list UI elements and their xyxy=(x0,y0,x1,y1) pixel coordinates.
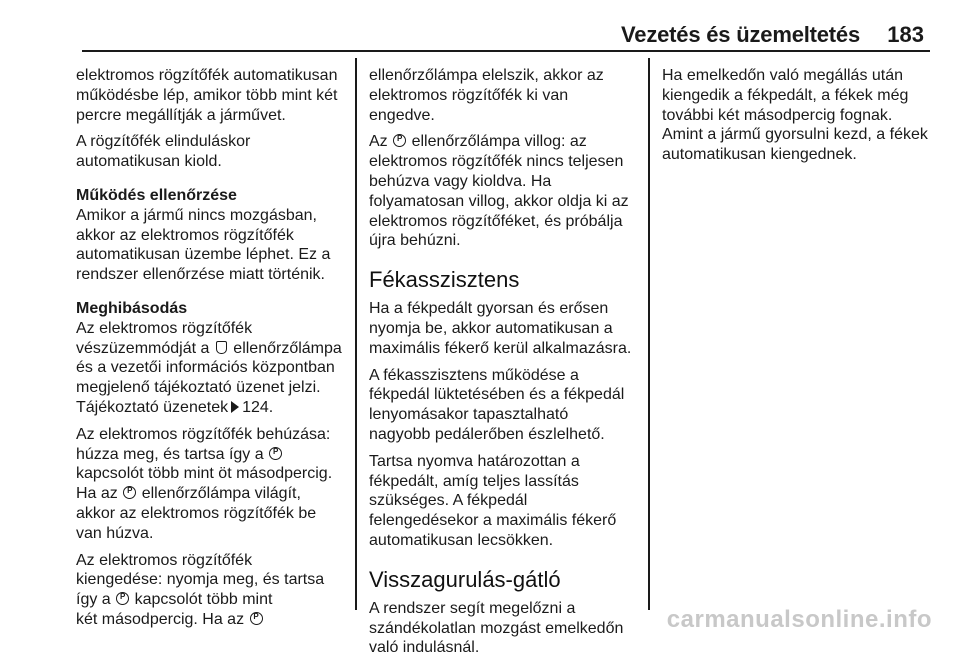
text-line: nagyobb pedálerőben észlelhető. xyxy=(369,425,605,443)
text-line: automatikusan kiold. xyxy=(76,153,222,171)
heading-brake-assist: Fékasszisztens xyxy=(369,267,520,293)
paragraph xyxy=(76,206,344,285)
text-line: és a vezetői információs központban xyxy=(76,359,335,377)
text-line: megjelenő tájékoztató üzenet jelzi. xyxy=(76,379,321,397)
text-line: fékpedál lüktetésében és a fékpedál xyxy=(369,386,625,404)
text-line: elektromos rögzítőfék nincs teljesen xyxy=(369,153,624,171)
text-line: kiengedése: nyomja meg, és tartsa xyxy=(76,571,325,589)
page-header xyxy=(82,0,930,48)
paragraph xyxy=(369,299,635,358)
text-line: Ha a fékpedált gyorsan és erősen xyxy=(369,300,609,318)
text-line: elektromos rögzítőfék automatikusan xyxy=(76,67,338,84)
paragraph xyxy=(76,319,344,418)
parking-brake-icon xyxy=(393,134,406,147)
paragraph xyxy=(369,132,635,251)
header-divider xyxy=(82,50,930,52)
paragraph xyxy=(76,132,344,172)
page-number: 183 xyxy=(887,22,924,47)
text-line: Tájékoztató üzenetek 124. xyxy=(76,398,274,416)
text-line: szükséges. A fékpedál xyxy=(369,492,528,510)
text-line: lenyomásakor tapasztalható xyxy=(369,406,569,424)
paragraph xyxy=(369,599,635,658)
parking-brake-icon xyxy=(116,592,129,605)
text-line: további két másodpercig fognak. xyxy=(662,106,893,124)
column-divider xyxy=(355,58,357,610)
text-line: Ha emelkedőn való megállás után xyxy=(662,67,904,84)
text-line: A fékasszisztens működése a xyxy=(369,366,579,384)
text-line: szándékolatlan mozgást emelkedőn xyxy=(369,619,624,637)
text-line: Az elektromos rögzítőfék behúzása: xyxy=(76,425,331,443)
text-line: Az elektromos rögzítőfék xyxy=(76,319,253,337)
column-3 xyxy=(662,66,932,172)
text-line: Az P ellenőrzőlámpa villog: az xyxy=(369,132,635,152)
text-line: van húzva. xyxy=(76,524,154,542)
paragraph xyxy=(369,452,635,551)
text-line: felengedésekor a maximális fékerő xyxy=(369,512,617,530)
text-line: kapcsolót több mint öt másodpercig. xyxy=(76,465,333,483)
text-line: automatikusan lecsökken. xyxy=(369,531,554,549)
subheading-function-check: Működés ellenőrzése xyxy=(76,186,237,204)
text-line: két másodpercig. Ha az P xyxy=(76,610,344,630)
text-line: elektromos rögzítőfék ki van xyxy=(369,86,569,104)
page-reference-arrow-icon xyxy=(231,401,239,413)
text-line: Az elektromos rögzítőfék xyxy=(76,551,253,569)
column-1 xyxy=(76,66,344,637)
text-line: akkor az elektromos rögzítőfék be xyxy=(76,504,317,522)
text-line: akkor az elektromos rögzítőfék xyxy=(76,226,294,244)
text-line: Tartsa nyomva határozottan a xyxy=(369,452,580,470)
paragraph xyxy=(76,66,344,125)
parking-brake-icon xyxy=(123,486,136,499)
text-line: újra behúzni. xyxy=(369,232,461,250)
text-line: fékpedált, amíg teljes lassítás xyxy=(369,472,579,490)
paragraph xyxy=(369,66,635,125)
parking-brake-icon xyxy=(250,612,263,625)
text-line: A rögzítőfék elinduláskor xyxy=(76,133,251,151)
paragraph xyxy=(369,366,635,445)
text-line: ellenőrzőlámpa elelszik, akkor az xyxy=(369,67,604,84)
paragraph xyxy=(662,66,932,165)
heading-hill-start-assist: Visszagurulás-gátló xyxy=(369,566,561,592)
text-line: automatikusan kiengednek. xyxy=(662,146,857,164)
service-warning-icon xyxy=(216,341,227,354)
text-line: húzza meg, és tartsa így a P xyxy=(76,445,344,465)
text-line: Ha az P ellenőrzőlámpa világít, xyxy=(76,484,344,504)
column-divider xyxy=(648,58,650,610)
watermark: carmanualsonline.info xyxy=(666,606,932,633)
text-line: Amint a jármű gyorsulni kezd, a fékek xyxy=(662,126,928,144)
text-line: automatikusan üzembe léphet. Ez a xyxy=(76,246,331,264)
text-line: percre megállítják a járművet. xyxy=(76,106,286,124)
paragraph xyxy=(76,425,344,544)
text-line: elektromos rögzítőféket, és próbálja xyxy=(369,212,623,230)
text-line: maximális fékerő kerül alkalmazásra. xyxy=(369,339,632,357)
text-line: behúzva vagy kioldva. Ha xyxy=(369,172,552,190)
text-line: engedve. xyxy=(369,106,435,124)
text-line: való indulásnál. xyxy=(369,639,480,657)
text-line: működésbe lép, amikor több mint két xyxy=(76,86,338,104)
column-2 xyxy=(369,66,635,665)
text-line: Amikor a jármű nincs mozgásban, xyxy=(76,206,317,224)
subheading-fault: Meghibásodás xyxy=(76,299,188,317)
text-line: rendszer ellenőrzése miatt történik. xyxy=(76,266,325,284)
text-line: nyomja be, akkor automatikusan a xyxy=(369,319,613,337)
text-line: A rendszer segít megelőzni a xyxy=(369,599,576,617)
paragraph xyxy=(76,551,344,630)
text-line: folyamatosan villog, akkor oldja ki az xyxy=(369,192,629,210)
section-title: Vezetés és üzemeltetés xyxy=(621,22,860,47)
parking-brake-icon xyxy=(269,447,282,460)
text-line: kiengedik a fékpedált, a fékek még xyxy=(662,86,909,104)
text-line: vészüzemmódját a ellenőrzőlámpa xyxy=(76,339,342,357)
text-line: így a P kapcsolót több mint xyxy=(76,590,344,610)
